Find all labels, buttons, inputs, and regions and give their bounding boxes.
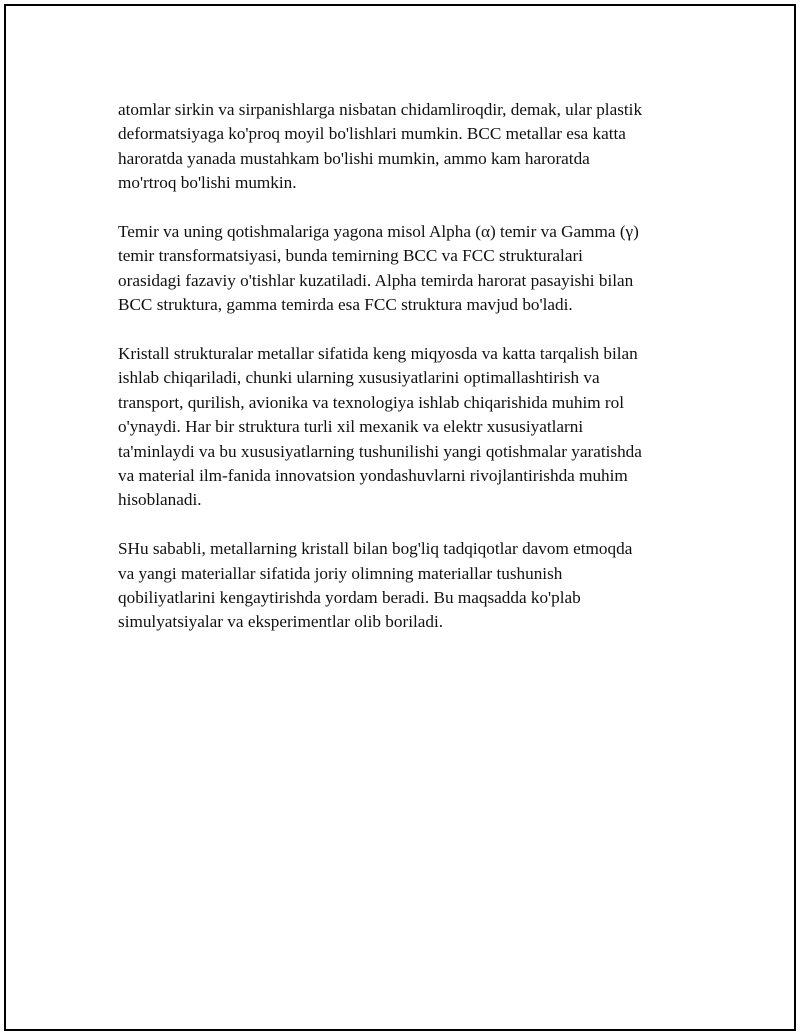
text-line: Kristall strukturalar metallar sifatida keng miqyosda va katta tarqalish bilan: [118, 344, 638, 364]
document-body: [118, 98, 708, 659]
text-line: haroratda yanada mustahkam bo'lishi mumkin, ammo kam haroratda: [118, 148, 590, 168]
text-line: temir transformatsiyasi, bunda temirning BCC va FCC strukturalari: [118, 246, 583, 266]
paragraph-1: [118, 98, 708, 196]
text-line: deformatsiyaga ko'proq moyil bo'lishlari mumkin. BCC metallar esa katta: [118, 124, 626, 144]
text-line: atomlar sirkin va sirpanishlarga nisbatan chidamliroqdir, demak, ular plastik: [118, 100, 643, 119]
text-line: SHu sababli, metallarning kristall bilan bog'liq tadqiqotlar davom etmoqda: [118, 539, 633, 559]
text-line: mo'rtroq bo'lishi mumkin.: [118, 173, 297, 193]
text-line: o'ynaydi. Har bir struktura turli xil mexanik va elektr xususiyatlarni: [118, 417, 584, 437]
text-line: ishlab chiqariladi, chunki ularning xususiyatlarini optimallashtirish va: [118, 368, 600, 388]
page-frame: [4, 4, 796, 1031]
paragraph-2: [118, 220, 708, 318]
paragraph-3: [118, 342, 708, 513]
text-line: qobiliyatlarini kengaytirishda yordam beradi. Bu maqsadda ko'plab: [118, 588, 581, 608]
text-line: simulyatsiyalar va eksperimentlar olib boriladi.: [118, 612, 444, 632]
text-line: transport, qurilish, avionika va texnologiya ishlab chiqarishida muhim rol: [118, 392, 624, 412]
text-line: ta'minlaydi va bu xususiyatlarning tushunilishi yangi qotishmalar yaratishda: [118, 441, 642, 461]
text-line: hisoblanadi.: [118, 490, 202, 510]
text-line: Temir va uning qotishmalariga yagona misol Alpha (α) temir va Gamma (γ): [118, 222, 639, 242]
text-line: orasidagi fazaviy o'tishlar kuzatiladi. Alpha temirda harorat pasayishi bilan: [118, 270, 634, 290]
text-line: va yangi materiallar sifatida joriy olimning materiallar tushunish: [118, 563, 563, 583]
text-line: BCC struktura, gamma temirda esa FCC struktura mavjud bo'ladi.: [118, 295, 573, 315]
paragraph-4: [118, 537, 708, 635]
text-line: va material ilm-fanida innovatsion yondashuvlarni rivojlantirishda muhim: [118, 466, 628, 486]
